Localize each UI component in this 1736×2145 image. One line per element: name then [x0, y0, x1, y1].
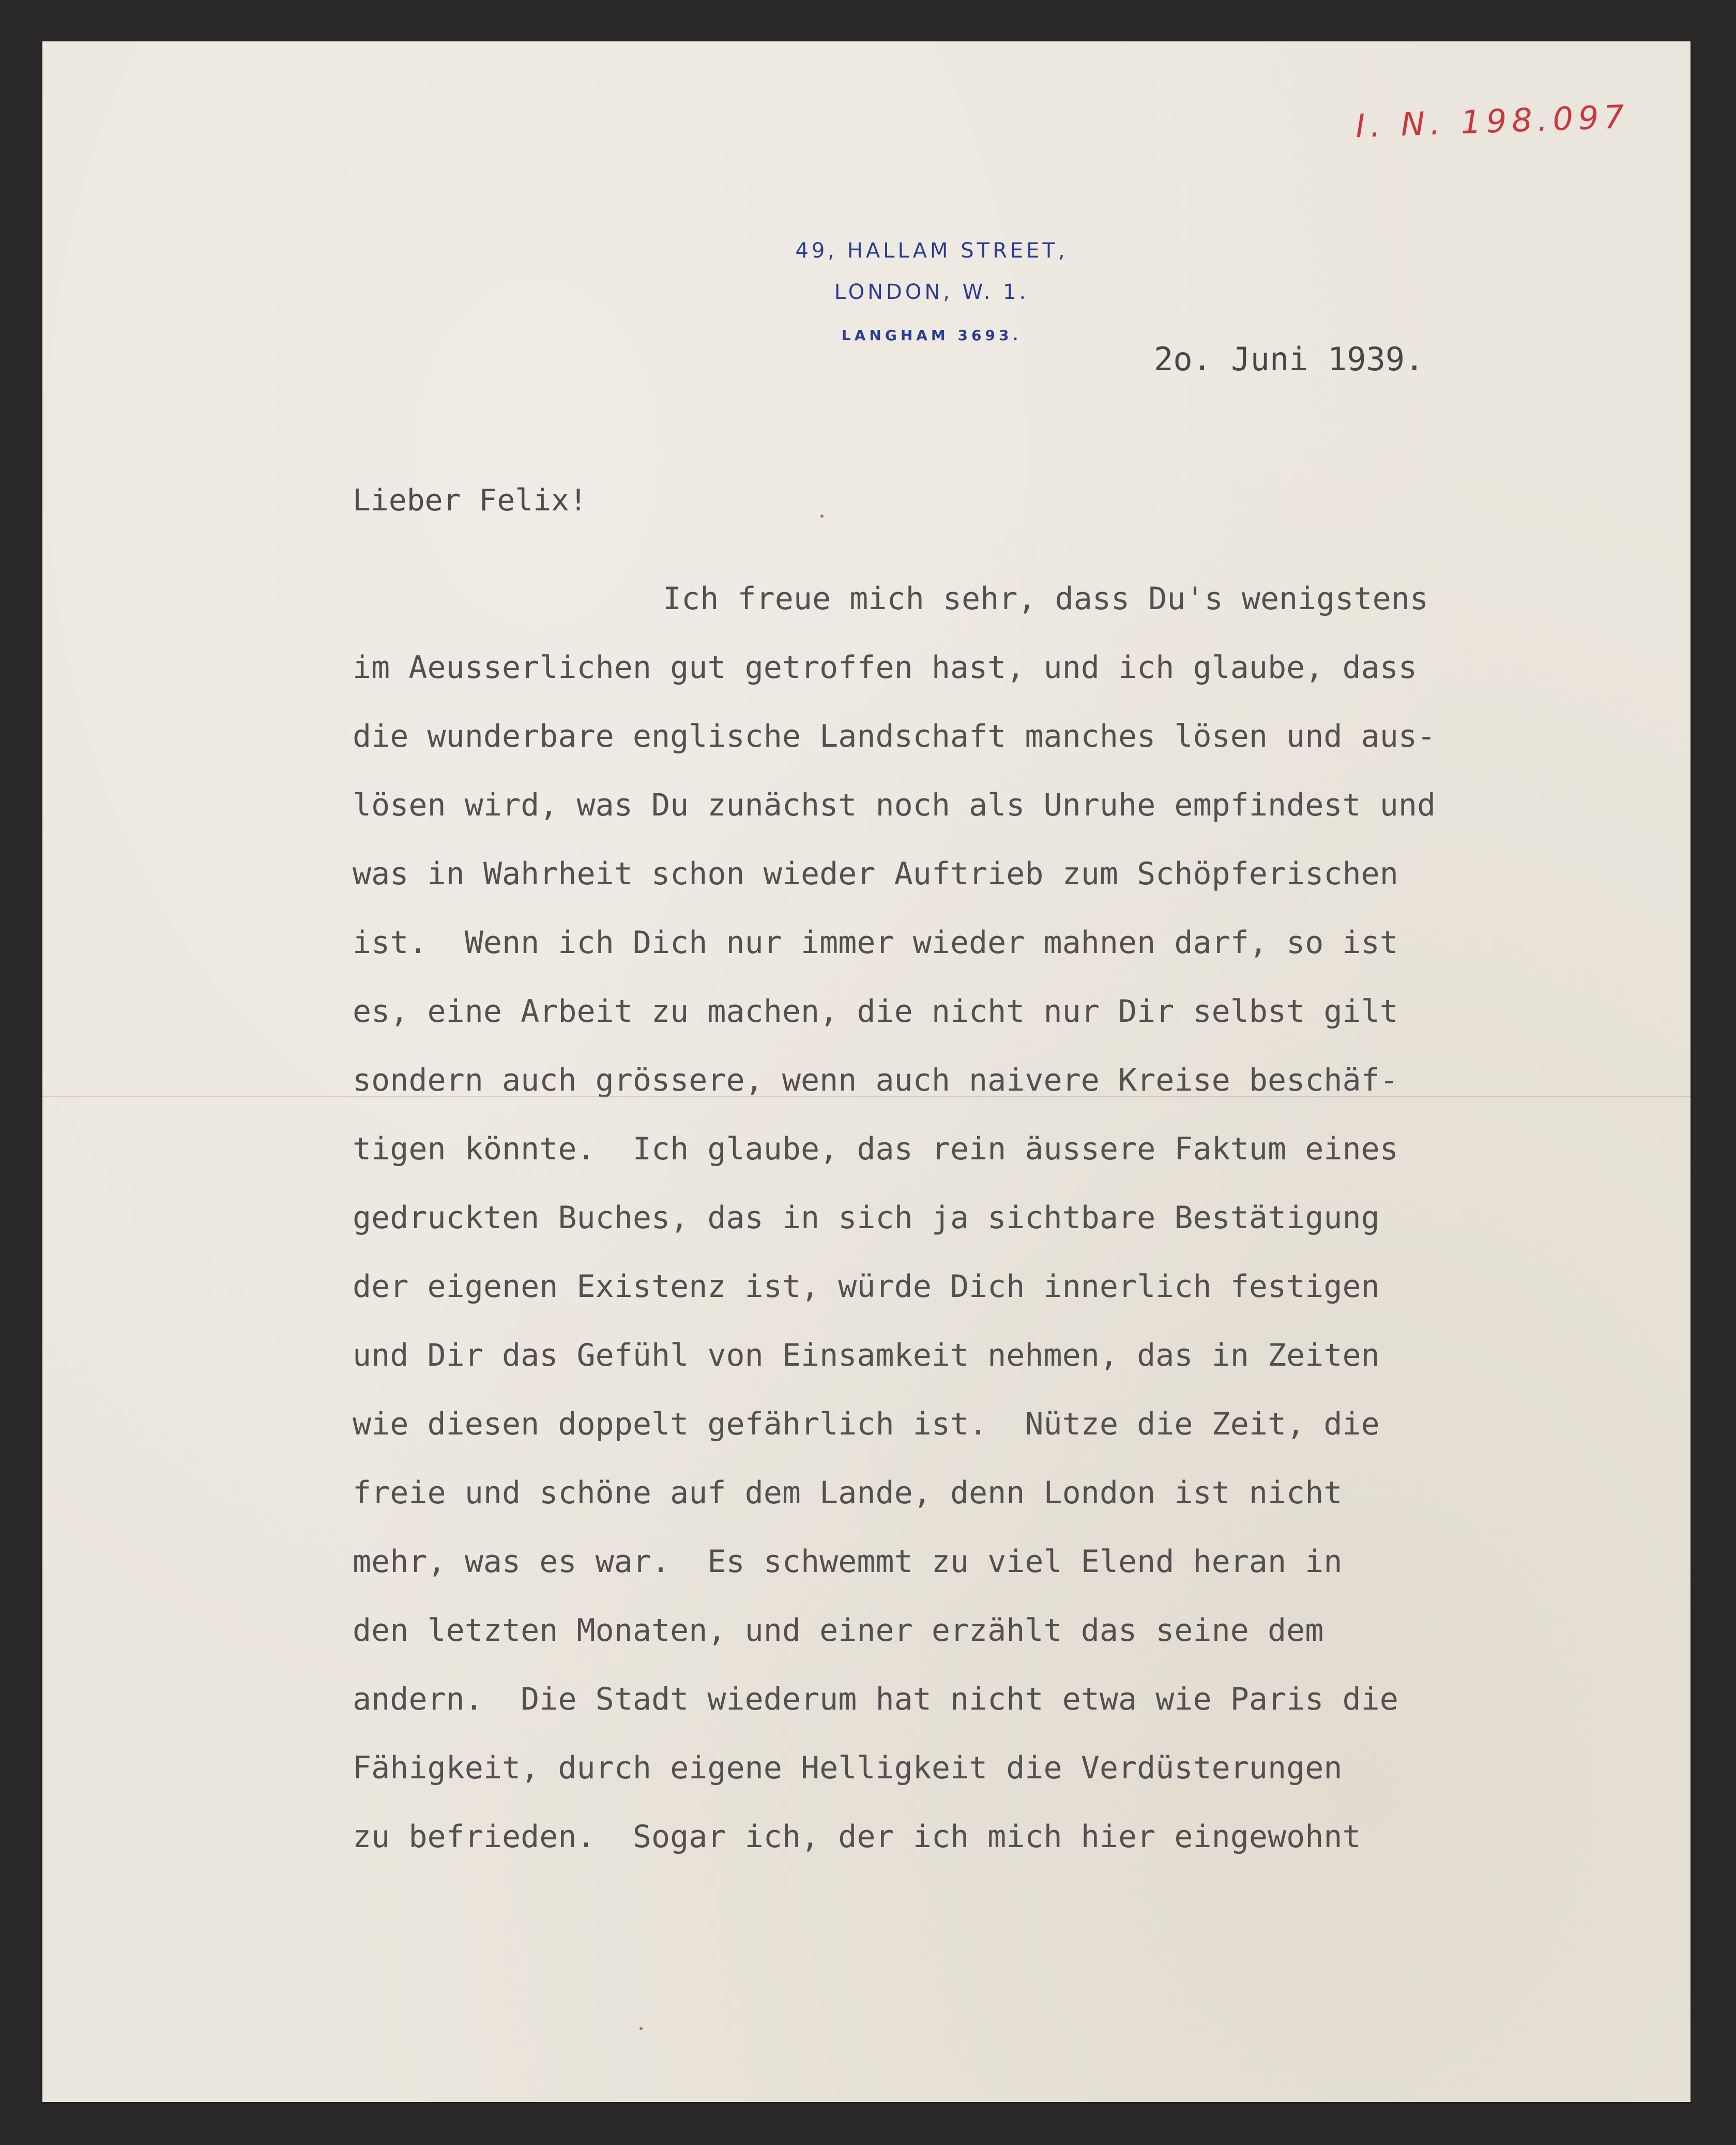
- body-line: zu befrieden. Sogar ich, der ich mich hier eingewohnt: [353, 1819, 1361, 1855]
- letterhead-street: 49, HALLAM STREET,: [795, 239, 1068, 263]
- body-line: gedruckten Buches, das in sich ja sichtbare Bestätigung: [353, 1200, 1380, 1236]
- body-line: es, eine Arbeit zu machen, die nicht nur Dir selbst gilt: [353, 993, 1398, 1030]
- body-line: andern. Die Stadt wiederum hat nicht etwa wie Paris die: [353, 1681, 1398, 1717]
- body-line: mehr, was es war. Es schwemmt zu viel Elend heran in: [353, 1544, 1343, 1580]
- body-line: Fähigkeit, durch eigene Helligkeit die Verdüsterungen: [353, 1750, 1343, 1786]
- body-line: Ich freue mich sehr, dass Du's wenigstens: [663, 581, 1429, 617]
- body-line: und Dir das Gefühl von Einsamkeit nehmen, das in Zeiten: [353, 1337, 1380, 1373]
- letterhead: [647, 240, 1216, 343]
- archive-reference-number: I. N. 198.097: [1354, 97, 1631, 145]
- body-line: ist. Wenn ich Dich nur immer wieder mahnen darf, so ist: [353, 925, 1398, 961]
- body-line: tigen könnte. Ich glaube, das rein äussere Faktum eines: [353, 1131, 1398, 1167]
- letter-date: 2o. Juni 1939.: [1154, 340, 1424, 378]
- paper-fold-line: [42, 1096, 1691, 1097]
- paper-speck: [639, 2027, 643, 2030]
- body-line: im Aeusserlichen gut getroffen hast, und ich glaube, dass: [353, 649, 1418, 686]
- salutation: Lieber Felix!: [353, 482, 587, 518]
- body-line: lösen wird, was Du zunächst noch als Unruhe empfindest und: [353, 787, 1436, 823]
- body-line: wie diesen doppelt gefährlich ist. Nütze die Zeit, die: [353, 1406, 1380, 1442]
- body-line: der eigenen Existenz ist, würde Dich innerlich festigen: [353, 1268, 1380, 1305]
- body-line: sondern auch grössere, wenn auch naivere Kreise beschäf-: [353, 1062, 1398, 1098]
- body-line: den letzten Monaten, und einer erzählt das seine dem: [353, 1612, 1324, 1649]
- letter-body: [353, 582, 1562, 1889]
- letterhead-city: LONDON, W. 1.: [834, 280, 1029, 304]
- body-line: die wunderbare englische Landschaft manches lösen und aus-: [353, 718, 1436, 754]
- body-line: freie und schöne auf dem Lande, denn London ist nicht: [353, 1475, 1343, 1511]
- letterhead-phone: LANGHAM 3693.: [841, 327, 1022, 344]
- body-line: was in Wahrheit schon wieder Auftrieb zum Schöpferischen: [353, 856, 1398, 892]
- letter-page: [42, 41, 1691, 2102]
- paper-speck: [820, 515, 824, 518]
